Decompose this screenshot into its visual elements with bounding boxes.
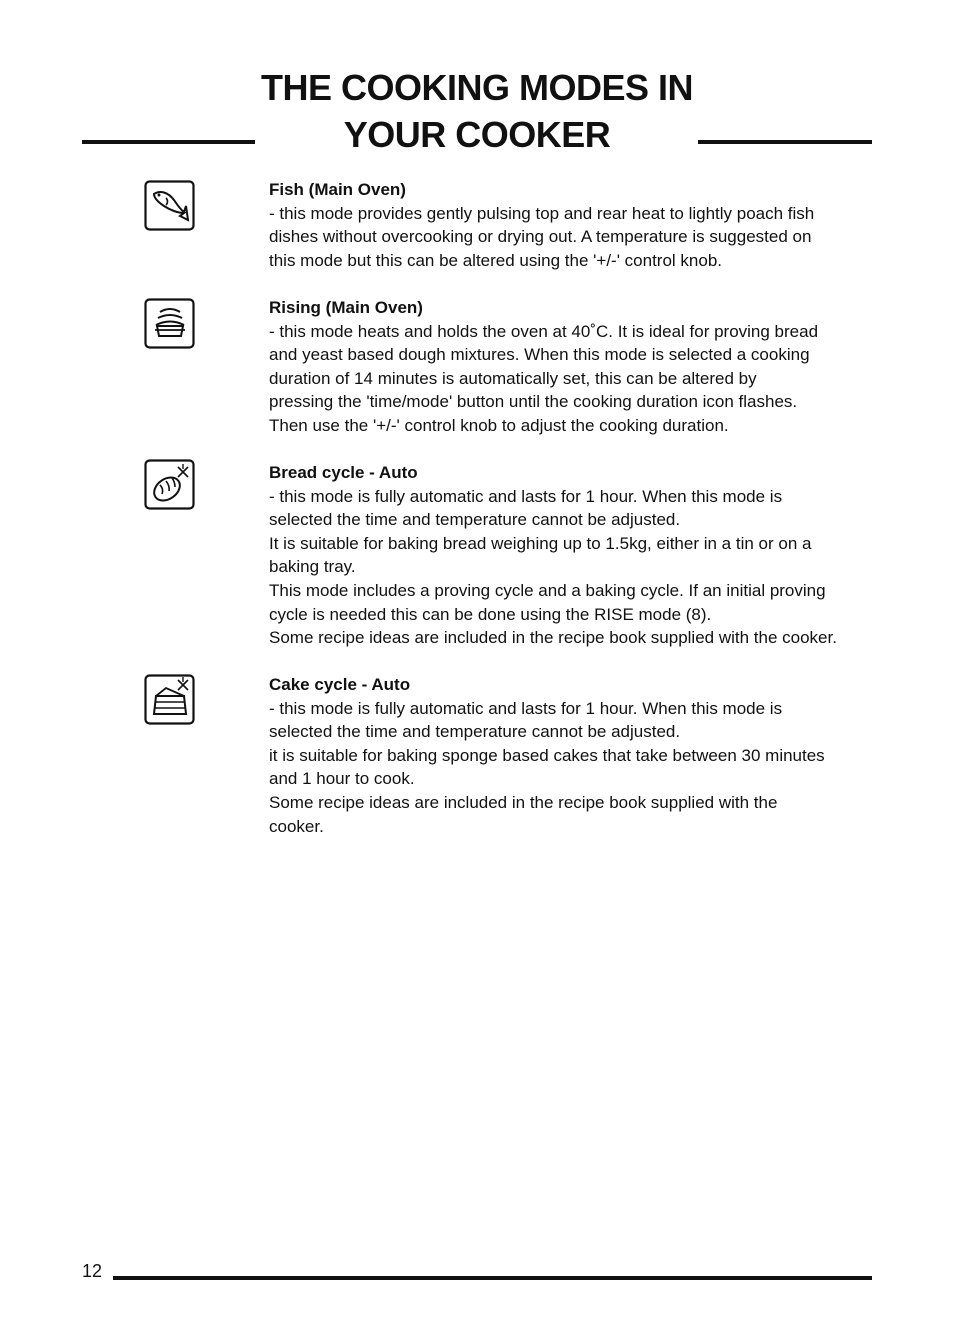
cake-icon (144, 674, 196, 726)
mode-text-line: Then use the '+/-' control knob to adjust the cooking duration. (269, 415, 729, 435)
mode-text-line: baking tray. (269, 557, 356, 577)
mode-text-line: it is suitable for baking sponge based cakes that take between 30 minutes (269, 745, 825, 765)
page-title-line-2: YOUR COOKER (343, 114, 611, 155)
page-title-line-1: THE COOKING MODES IN (260, 67, 694, 108)
mode-text-line: this mode but this can be altered using the '+/-' control knob. (269, 250, 723, 270)
mode-text-line: cycle is needed this can be done using the RISE mode (8). (269, 604, 712, 624)
mode-text-line: - this mode provides gently pulsing top and rear heat to lightly poach fish (269, 203, 815, 223)
mode-bread-cycle (269, 461, 877, 650)
mode-text-line: pressing the 'time/mode' button until the cooking duration icon flashes. (269, 392, 798, 412)
mode-heading: Fish (Main Oven) (269, 180, 406, 199)
page-number: 12 (82, 1261, 103, 1281)
rising-dough-icon (144, 298, 196, 350)
mode-rising (269, 296, 877, 438)
fish-icon (144, 180, 196, 232)
mode-text-line: and 1 hour to cook. (269, 769, 415, 789)
mode-heading: Cake cycle - Auto (269, 675, 411, 694)
mode-text-line: This mode includes a proving cycle and a baking cycle. If an initial proving (269, 580, 826, 600)
mode-cake-cycle (269, 673, 877, 838)
bread-icon (144, 459, 196, 511)
title-rule-right (698, 140, 872, 144)
mode-text-line: selected the time and temperature cannot be adjusted. (269, 510, 681, 530)
mode-fish (269, 178, 877, 272)
mode-text-line: and yeast based dough mixtures. When this mode is selected a cooking (269, 345, 810, 365)
mode-text-line: Some recipe ideas are included in the recipe book supplied with the (269, 792, 778, 812)
mode-text-line: Some recipe ideas are included in the recipe book supplied with the cooker. (269, 628, 837, 648)
mode-text-line: - this mode is fully automatic and lasts for 1 hour. When this mode is (269, 698, 783, 718)
mode-text-line: duration of 14 minutes is automatically set, this can be altered by (269, 368, 757, 388)
mode-text-line: - this mode is fully automatic and lasts for 1 hour. When this mode is (269, 486, 783, 506)
mode-text-line: It is suitable for baking bread weighing up to 1.5kg, either in a tin or on a (269, 533, 812, 553)
mode-heading: Rising (Main Oven) (269, 298, 423, 317)
mode-text-line: selected the time and temperature cannot be adjusted. (269, 722, 681, 742)
footer-rule (113, 1276, 872, 1280)
title-rule-left (82, 140, 255, 144)
mode-text-line: cooker. (269, 816, 324, 836)
mode-text-line: - this mode heats and holds the oven at 40˚C. It is ideal for proving bread (269, 321, 819, 341)
mode-heading: Bread cycle - Auto (269, 463, 418, 482)
mode-text-line: dishes without overcooking or drying out. A temperature is suggested on (269, 227, 812, 247)
